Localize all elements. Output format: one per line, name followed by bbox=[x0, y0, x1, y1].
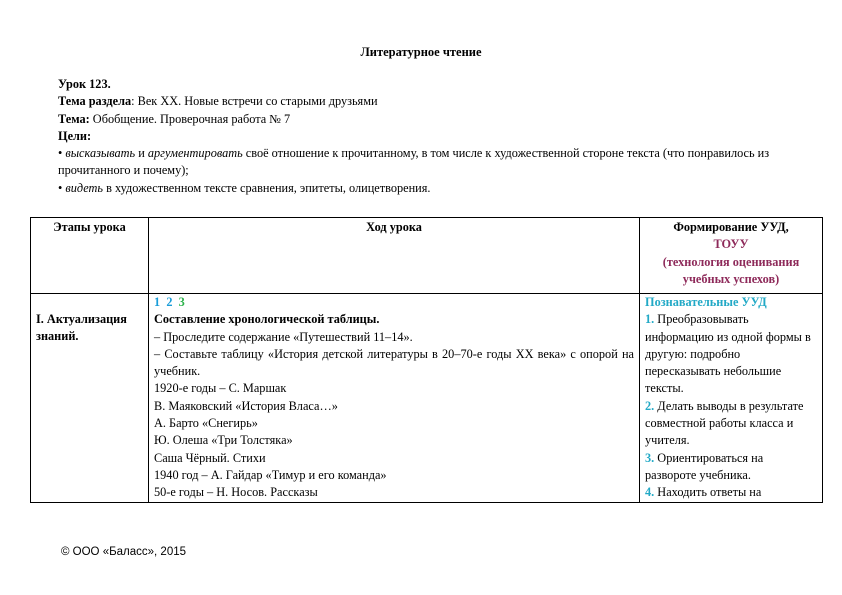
task-line: В. Маяковский «История Власа…» bbox=[154, 398, 338, 413]
task-line: Ю. Олеша «Три Толстяка» bbox=[154, 433, 293, 448]
goal-item: • видеть в художественном тексте сравнения, эпитеты, олицетворения. bbox=[58, 180, 431, 195]
task-heading: Составление хронологической таблицы. bbox=[154, 312, 380, 327]
col-progress-header: Ход урока bbox=[149, 218, 640, 294]
uud-item: 1. Преобразовывать информацию из одной формы в другую: подробно пересказывать небольшие тексты. bbox=[645, 312, 811, 396]
topic-value: Обобщение. Проверочная работа № 7 bbox=[89, 111, 291, 126]
copyright-footer: © ООО «Баласс», 2015 bbox=[61, 546, 187, 558]
col-stages-header: Этапы урока bbox=[31, 218, 149, 294]
lesson-number: Урок 123. bbox=[58, 77, 111, 91]
goal-item: • высказывать и аргументировать своё отношение к прочитанному, в том числе к художественной стороне текста (что понравилось из прочитанного и почему); bbox=[58, 146, 770, 178]
task-line: А. Барто «Снегирь» bbox=[154, 416, 258, 431]
difficulty-levels: 1 2 3 bbox=[154, 295, 185, 309]
task-line: 50-е годы – Н. Носов. Рассказы bbox=[154, 485, 318, 500]
progress-cell bbox=[149, 294, 640, 503]
bullet-icon: • bbox=[58, 146, 63, 161]
uud-item: 3. Ориентироваться на развороте учебника. bbox=[645, 450, 764, 482]
page-title: Литературное чтение bbox=[360, 45, 482, 59]
lesson-header bbox=[58, 76, 798, 197]
goals-label: Цели: bbox=[58, 128, 92, 143]
task-line: 1940 год – А. Гайдар «Тимур и его команда» bbox=[154, 467, 387, 482]
uud-item: 2. Делать выводы в результате совместной работы класса и учителя. bbox=[645, 398, 804, 448]
touu-label: ТОУУ bbox=[713, 237, 749, 252]
section-value: : Век XX. Новые встречи со старыми друзьями bbox=[131, 94, 378, 109]
topic-label: Тема: bbox=[58, 111, 90, 126]
bullet-icon: • bbox=[58, 180, 63, 195]
uud-item: 4. Находить ответы на bbox=[645, 485, 762, 500]
stage-cell bbox=[31, 294, 149, 503]
col-uud-header: Формирование УУД, ТОУУ (технология оценивания учебных успехов) bbox=[640, 218, 823, 294]
section-label: Тема раздела bbox=[58, 94, 132, 109]
table-row bbox=[31, 294, 823, 503]
uud-title: Познавательные УУД bbox=[645, 295, 767, 309]
table-header-row bbox=[31, 218, 823, 294]
uud-cell bbox=[640, 294, 823, 503]
lesson-table bbox=[30, 217, 823, 503]
stage-name: I. Актуализация знаний. bbox=[36, 312, 127, 344]
task-line: – Проследите содержание «Путешествий 11–14». bbox=[154, 329, 413, 344]
touu-description: (технология оценивания учебных успехов) bbox=[662, 254, 800, 286]
task-line: – Составьте таблицу «История детской литературы в 20–70-е годы XX века» с опорой на учебник. bbox=[154, 346, 634, 379]
task-line: 1920-е годы – С. Маршак bbox=[154, 381, 287, 396]
task-line: Саша Чёрный. Стихи bbox=[154, 450, 266, 465]
